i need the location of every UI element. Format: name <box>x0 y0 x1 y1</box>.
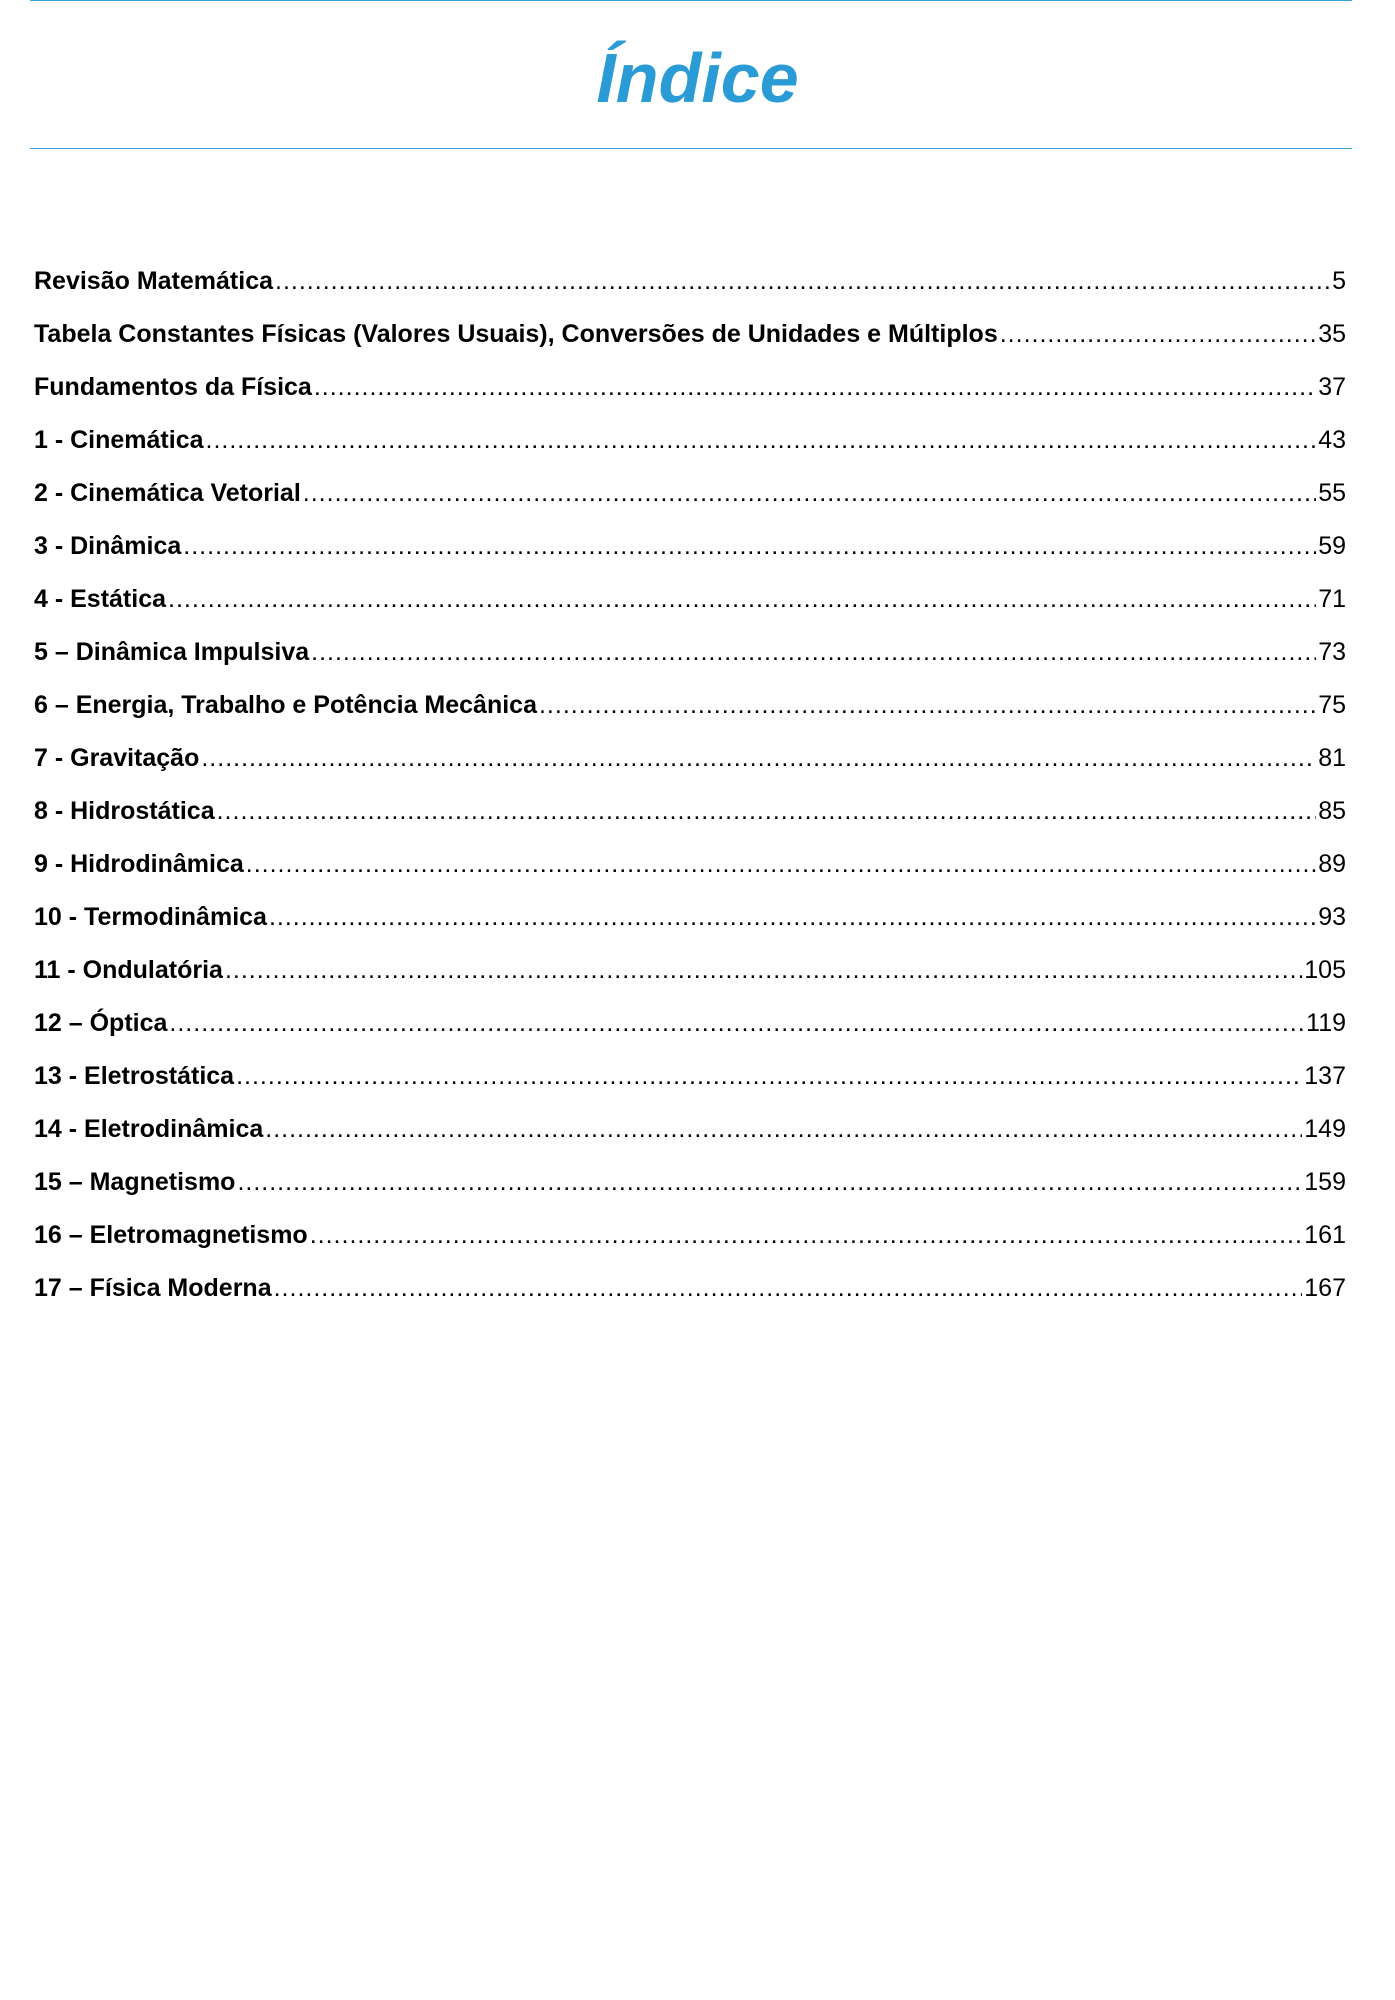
toc-entry-page: 59 <box>1318 532 1346 560</box>
toc-dot-leader <box>303 467 1316 520</box>
toc-entry-page: 93 <box>1318 903 1346 931</box>
toc-entry-label: 5 – Dinâmica Impulsiva <box>34 638 310 666</box>
toc-entry-page: 105 <box>1304 956 1346 984</box>
toc-entry-label: 9 - Hidrodinâmica <box>34 850 244 878</box>
toc-entry-label: 12 – Óptica <box>34 1009 168 1037</box>
toc-entry[interactable] <box>34 785 1346 838</box>
toc-entry-page: 71 <box>1318 585 1346 613</box>
toc-entry-page: 159 <box>1304 1168 1346 1196</box>
toc-entry-label: 7 - Gravitação <box>34 744 200 772</box>
toc-entry[interactable] <box>34 838 1346 891</box>
toc-entry[interactable] <box>34 1050 1346 1103</box>
toc-entry-page: 55 <box>1318 479 1346 507</box>
toc-dot-leader <box>236 1050 1302 1103</box>
toc-entry[interactable] <box>34 361 1346 414</box>
toc-entry-label: Tabela Constantes Físicas (Valores Usuais), Conversões de Unidades e Múltiplos <box>34 320 998 348</box>
toc-entry-page: 73 <box>1318 638 1346 666</box>
toc-entry[interactable] <box>34 679 1346 732</box>
toc-entry[interactable] <box>34 1262 1346 1315</box>
toc-dot-leader <box>311 626 1316 679</box>
header-top-rule <box>30 0 1352 1</box>
toc-entry-page: 89 <box>1318 850 1346 878</box>
toc-dot-leader <box>169 997 1304 1050</box>
toc-entry[interactable] <box>34 997 1346 1050</box>
toc-entry-label: 10 - Termodinâmica <box>34 903 267 931</box>
toc-entry-label: 3 - Dinâmica <box>34 532 182 560</box>
toc-entry-page: 37 <box>1318 373 1346 401</box>
toc-dot-leader <box>217 785 1317 838</box>
table-of-contents <box>34 255 1346 1315</box>
toc-entry-label: 8 - Hidrostática <box>34 797 215 825</box>
toc-entry-page: 35 <box>1318 320 1346 348</box>
toc-dot-leader <box>265 1103 1302 1156</box>
toc-entry-label: 15 – Magnetismo <box>34 1168 236 1196</box>
toc-entry-label: 13 - Eletrostática <box>34 1062 235 1090</box>
toc-entry[interactable] <box>34 573 1346 626</box>
toc-dot-leader <box>275 255 1330 308</box>
toc-dot-leader <box>1000 308 1316 361</box>
toc-dot-leader <box>314 361 1316 414</box>
header-bottom-rule <box>30 148 1352 149</box>
toc-entry-label: 2 - Cinemática Vetorial <box>34 479 301 507</box>
toc-entry-page: 149 <box>1304 1115 1346 1143</box>
toc-entry[interactable] <box>34 467 1346 520</box>
toc-entry-label: 11 - Ondulatória <box>34 956 223 984</box>
toc-entry[interactable] <box>34 308 1346 361</box>
toc-entry[interactable] <box>34 255 1346 308</box>
toc-entry-label: 6 – Energia, Trabalho e Potência Mecânica <box>34 691 537 719</box>
toc-entry[interactable] <box>34 1156 1346 1209</box>
toc-entry-page: 75 <box>1318 691 1346 719</box>
toc-entry-label: Revisão Matemática <box>34 267 274 295</box>
toc-entry-label: 14 - Eletrodinâmica <box>34 1115 264 1143</box>
toc-entry[interactable] <box>34 1103 1346 1156</box>
toc-entry-label: 17 – Física Moderna <box>34 1274 272 1302</box>
toc-entry-page: 161 <box>1304 1221 1346 1249</box>
toc-entry[interactable] <box>34 891 1346 944</box>
toc-entry[interactable] <box>34 414 1346 467</box>
toc-entry[interactable] <box>34 944 1346 997</box>
toc-entry-label: 16 – Eletromagnetismo <box>34 1221 308 1249</box>
toc-entry-page: 43 <box>1318 426 1346 454</box>
toc-dot-leader <box>225 944 1302 997</box>
toc-entry-page: 5 <box>1332 267 1346 295</box>
toc-dot-leader <box>206 414 1317 467</box>
toc-dot-leader <box>168 573 1316 626</box>
toc-dot-leader <box>274 1262 1303 1315</box>
toc-entry[interactable] <box>34 1209 1346 1262</box>
toc-dot-leader <box>201 732 1316 785</box>
toc-dot-leader <box>310 1209 1303 1262</box>
toc-entry-label: Fundamentos da Física <box>34 373 312 401</box>
toc-entry-page: 167 <box>1304 1274 1346 1302</box>
toc-entry[interactable] <box>34 626 1346 679</box>
toc-entry-page: 137 <box>1304 1062 1346 1090</box>
toc-entry[interactable] <box>34 732 1346 785</box>
toc-entry-page: 85 <box>1318 797 1346 825</box>
toc-entry-page: 81 <box>1318 744 1346 772</box>
toc-dot-leader <box>237 1156 1302 1209</box>
toc-entry-page: 119 <box>1306 1009 1346 1037</box>
toc-dot-leader <box>539 679 1316 732</box>
toc-dot-leader <box>246 838 1316 891</box>
toc-entry-label: 1 - Cinemática <box>34 426 204 454</box>
toc-entry-label: 4 - Estática <box>34 585 167 613</box>
toc-entry[interactable] <box>34 520 1346 573</box>
toc-dot-leader <box>269 891 1316 944</box>
toc-dot-leader <box>183 520 1316 573</box>
page-title: Índice <box>596 39 799 117</box>
